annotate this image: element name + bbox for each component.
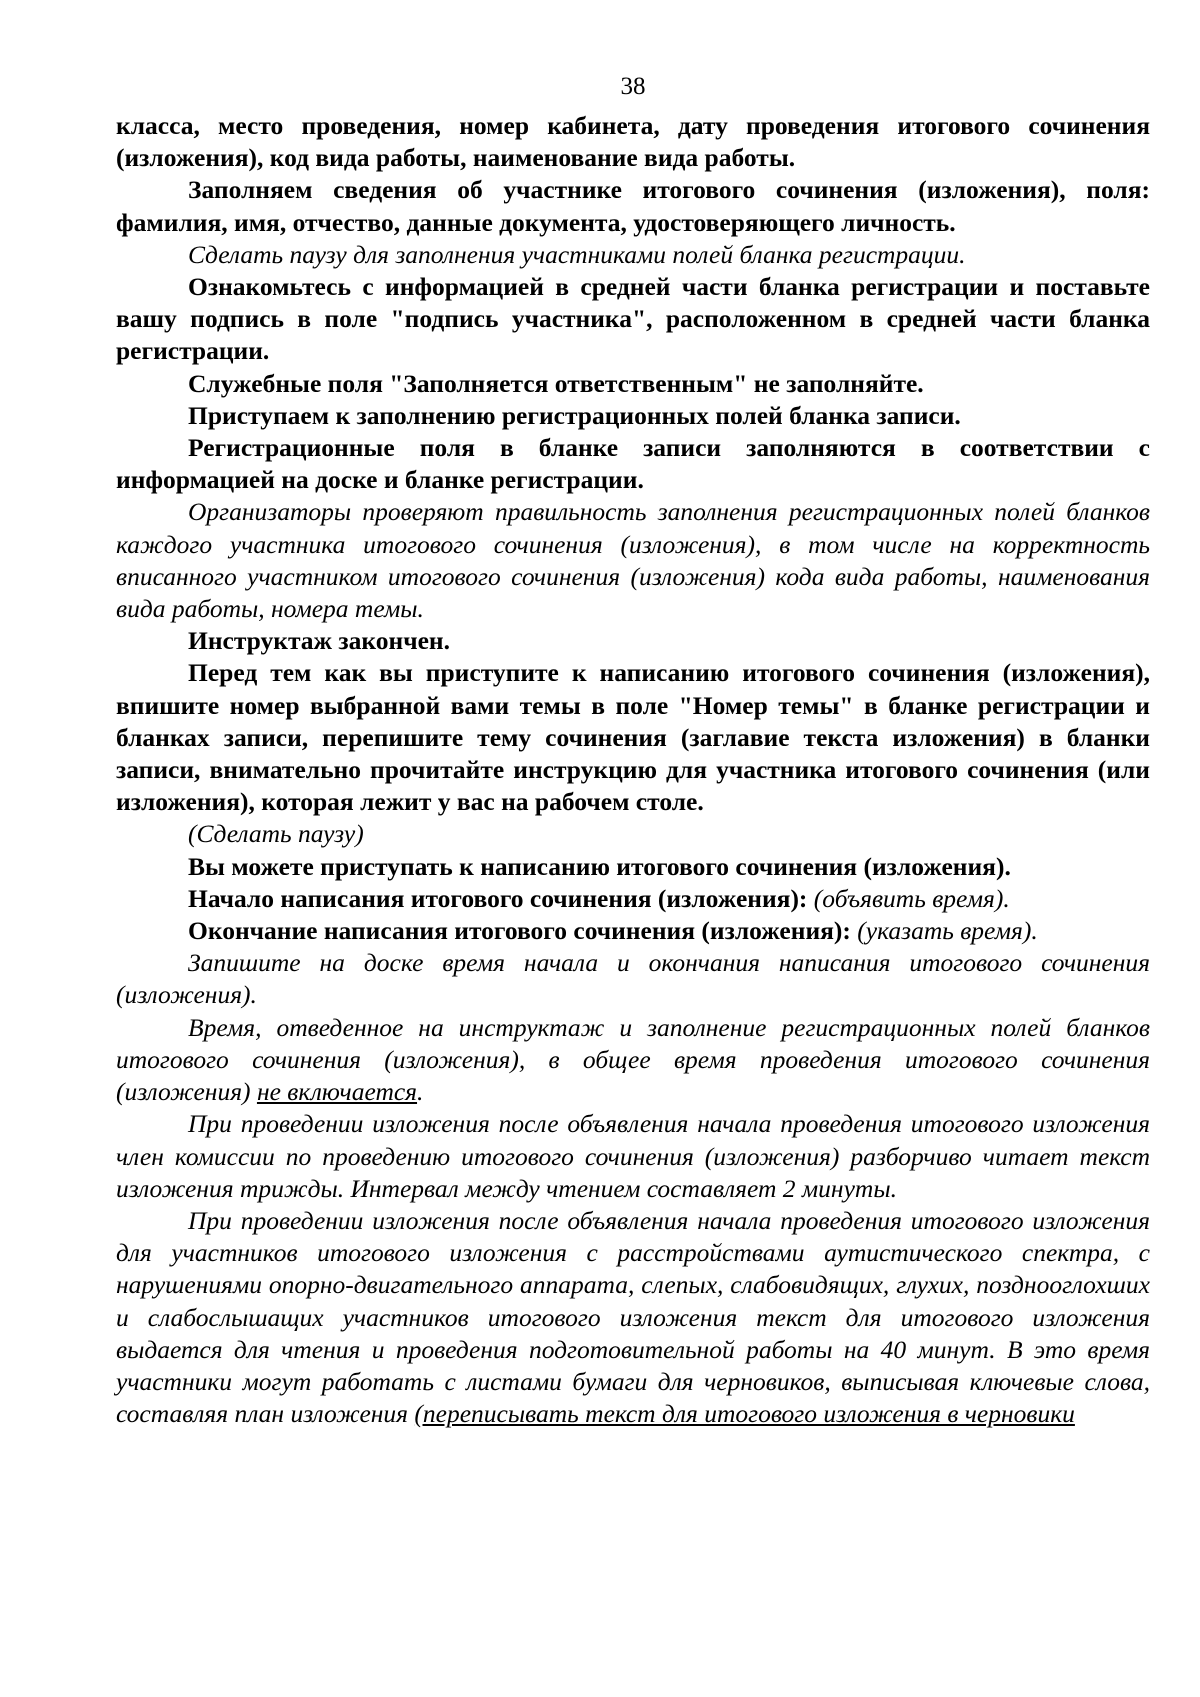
paragraph [116, 174, 1150, 238]
italic-text: . [417, 1077, 424, 1107]
paragraph [116, 239, 1150, 271]
bold-text: Перед тем как вы приступите к написанию итогового сочинения (изложения), впишите номер выбранной вами темы в поле "Номер темы" в бланке регистрации и бланках записи, перепишите тему сочинения (заглавие текста изложения) в бланки записи, внимательно прочитайте инструкцию для участника итогового сочинения (или изложения), которая лежит у вас на рабочем столе. [116, 658, 1150, 817]
paragraph [116, 947, 1150, 1011]
italic-text: Запишите на доске время начала и окончания написания итогового сочинения (изложения). [116, 948, 1150, 1010]
underlined-text: не включается [256, 1077, 418, 1107]
bold-text: Ознакомьтесь с информацией в средней части бланка регистрации и поставьте вашу подпись в поле "подпись участника", расположенном в средней части бланка регистрации. [116, 272, 1150, 366]
paragraph [116, 625, 1150, 657]
paragraph [116, 400, 1150, 432]
bold-text: Начало написания итогового сочинения (изложения): [188, 883, 814, 913]
italic-text: При проведении изложения после объявления начала проведения итогового изложения для участников итогового изложения с расстройствами аутистического спектра, с нарушениями опорно-двигательного аппарата, слепых, слабовидящих, глухих, позднооглохших и слабослышащих участников итогового изложения текст для итогового изложения выдается для чтения и проведения подготовительной работы на 40 минут. В это время участники могут работать с листами бумаги для черновиков, выписывая ключевые слова, составляя план изложения [116, 1205, 1150, 1429]
italic-text: Сделать паузу для заполнения участниками полей бланка регистрации. [188, 239, 966, 269]
bold-text: Служебные поля "Заполняется ответственным" не заполняйте. [188, 368, 924, 398]
paragraph [116, 851, 1150, 883]
italic-text: При проведении изложения после объявления начала проведения итогового изложения член комиссии по проведению итогового сочинения (изложения) разборчиво читает текст изложения трижды. Интервал между чтением составляет 2 минуты. [116, 1109, 1150, 1203]
italic-text: Время, отведенное на инструктаж и заполнение регистрационных полей бланков итогового сочинения (изложения), в общее время проведения итогового сочинения (изложения) [116, 1012, 1150, 1107]
italic-text: Организаторы проверяют правильность заполнения регистрационных полей бланков каждого участника итогового сочинения (изложения), в том числе на корректность вписанного участником итогового сочинения (изложения) кода вида работы, наименования вида работы, номера темы. [116, 497, 1150, 624]
italic-text: (указать время). [857, 916, 1038, 946]
paragraph [116, 271, 1150, 368]
paragraph [116, 432, 1150, 496]
paragraph [116, 883, 1150, 915]
bold-text: Приступаем к заполнению регистрационных полей бланка записи. [188, 400, 961, 430]
bold-text: Заполняем сведения об участнике итогового сочинения (изложения), поля: фамилия, имя, отчество, данные документа, удостоверяющего личность. [116, 175, 1150, 237]
paragraph [116, 915, 1150, 947]
bold-text: Вы можете приступать к написанию итогового сочинения (изложения). [188, 851, 1011, 881]
body-text [116, 110, 1150, 1430]
page-number: 38 [620, 73, 646, 100]
italic-text: (объявить время). [813, 883, 1010, 913]
paragraph [116, 368, 1150, 400]
paragraph [116, 1012, 1150, 1109]
bold-text: Инструктаж закончен. [188, 626, 450, 656]
paragraph [116, 1205, 1150, 1430]
italic-text: (Сделать паузу) [188, 819, 364, 849]
bold-text: класса, место проведения, номер кабинета, дату проведения итогового сочинения (изложения), код вида работы, наименование вида работы. [116, 111, 1150, 173]
paragraph [116, 657, 1150, 818]
paragraph [116, 110, 1150, 174]
underlined-text: (переписывать текст для итогового изложения в черновики [414, 1399, 1075, 1429]
bold-text: Регистрационные поля в бланке записи заполняются в соответствии с информацией на доске и бланке регистрации. [116, 433, 1150, 495]
paragraph [116, 818, 1150, 850]
paragraph [116, 496, 1150, 625]
bold-text: Окончание написания итогового сочинения (изложения): [188, 916, 858, 946]
paragraph [116, 1108, 1150, 1205]
